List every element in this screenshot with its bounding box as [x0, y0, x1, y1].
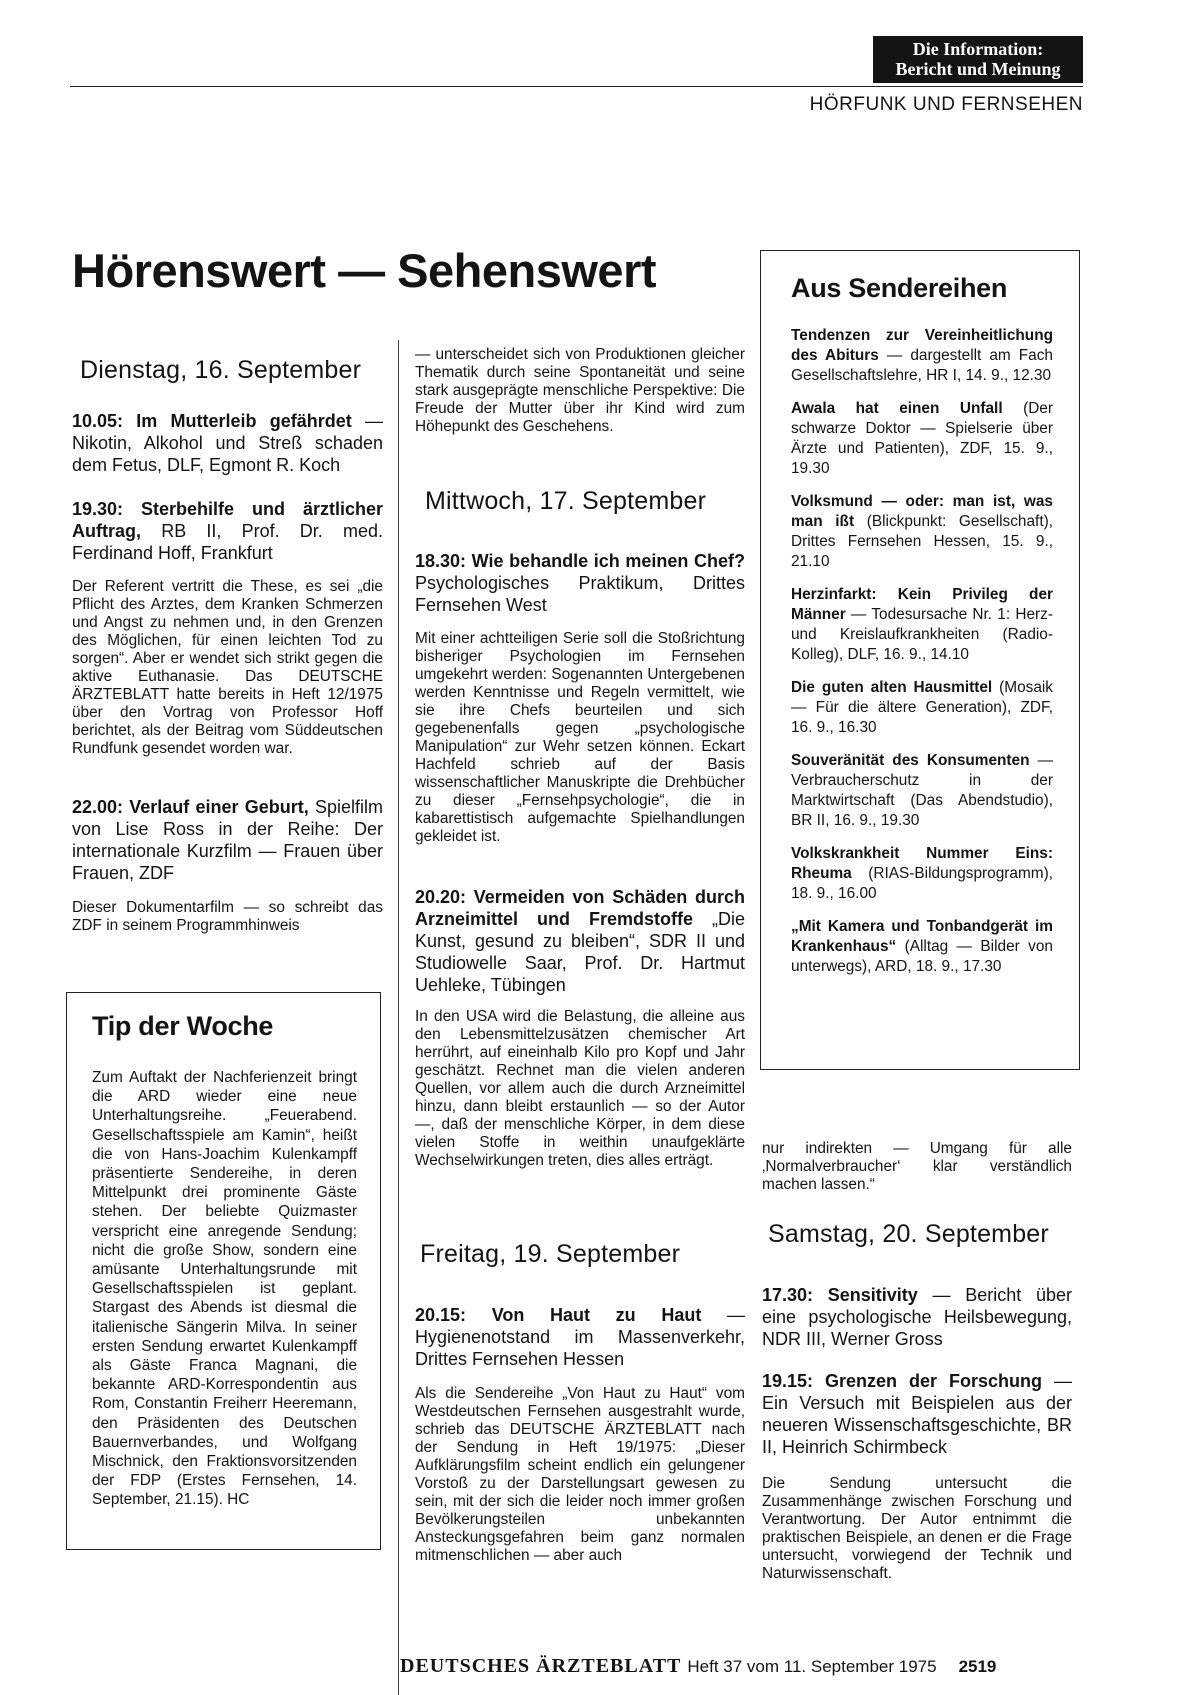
series-item-heading: Tendenzen zur Vereinheitlichung des Abiturs	[791, 327, 1053, 364]
series-item	[791, 326, 1053, 386]
section-label: HÖRFUNK UND FERNSEHEN	[809, 94, 1083, 115]
entry-text: — Ein Versuch mit Beispielen aus der neueren Wissenschaftsgeschichte, BR II, Heinrich Schirmbeck	[762, 1371, 1072, 1457]
day-heading-friday: Freitag, 19. September	[420, 1240, 681, 1268]
entry-text: Spielfilm von Lise Ross in der Reihe: Der internationale Kurzfilm — Frauen über Frauen, ZDF	[72, 797, 383, 883]
series-item-text: — Verbraucherschutz in der Marktwirtschaft (Das Abendstudio), BR II, 16. 9., 19.30	[791, 752, 1054, 829]
series-item-text: (Mosaik — Für die ältere Generation), ZDF, 16. 9., 16.30	[791, 679, 1053, 736]
entry-body: Mit einer achtteiligen Serie soll die Stoßrichtung bisheriger Psychologien im Fernsehen umgekehrt werden: Sogenannten Untergebenen werden Kenntnisse und Regeln vermittelt, wie sie ihre Chefs beurteilen und sich gegebenenfalls gegen „psychologische Manipulation“ zur Wehr setzen können. Eckart Hachfeld schrieb auf der Basis wissenschaftlicher Manuskripte die Drehbücher zu dieser „Fernsehpsychologie“, die in kabarettistisch aufgemachte Spielhandlungen gekleidet ist.	[415, 630, 745, 845]
column-rule	[398, 340, 399, 1695]
series-item-heading: Volkskrankheit Nummer Eins: Rheuma	[791, 845, 1053, 882]
entry-heading: 10.05: Im Mutterleib gefährdet	[72, 411, 352, 431]
series-item	[791, 585, 1053, 665]
series-title: Aus Sendereihen	[791, 273, 1008, 303]
entry-heading: 20.15: Von Haut zu Haut	[415, 1305, 702, 1325]
series-item-heading: Awala hat einen Unfall	[791, 400, 1003, 417]
series-item-heading: Volksmund — oder: man ist, was man ißt	[791, 493, 1053, 530]
section-badge	[873, 36, 1083, 83]
day-heading-tuesday: Dienstag, 16. September	[80, 356, 362, 384]
series-item	[791, 751, 1053, 831]
tip-box	[66, 992, 381, 1550]
page-footer	[400, 1655, 1083, 1678]
badge-line-1: Die Information:	[912, 39, 1044, 59]
issue-info: Heft 37 vom 11. September 1975	[687, 1657, 937, 1676]
entry-body: Der Referent vertritt die These, es sei „die Pflicht des Arztes, dem Kranken Schmerzen und Angst zu nehmen und, in den Grenzen des Möglichen, für einen leichten Tod zu sorgen“. Aber er wendet sich strikt gegen die aktive Euthanasie. Das DEUTSCHE ÄRZTEBLATT hatte bereits in Heft 12/1975 über den Vortrag von Professor Hoff berichtet, als der Beitrag vom Süddeutschen Rundfunk gesendet worden war.	[72, 578, 383, 757]
magazine-name: DEUTSCHES ÄRZTEBLATT	[400, 1655, 682, 1677]
program-entry	[415, 1304, 745, 1370]
tip-body: Zum Auftakt der Nachferienzeit bringt die ARD wieder eine neue Unterhaltungsreihe. „Feuerabend. Gesellschaftsspiele am Kamin“, heißt die von Hans-Joachim Kulenkampff präsentierte Sendereihe, in deren Mittelpunkt drei prominente Gäste stehen. Der beliebte Quizmaster verspricht eine anregende Sendung; nicht die große Show, sondern eine amüsante Unterhaltungsrunde mit Gesellschaftsspielen ist geplant. Stargast des Abends ist diesmal die italienische Sängerin Milva. In seiner ersten Sendung erwartet Kulenkampff als Gäste Franca Magnani, die bekannte ARD-Korrespondentin aus Rom, Constantin Freiherr Heeremann, den Präsidenten des Deutschen Bauernverbandes, und Wolfgang Mischnick, den Fraktionsvorsitzenden der FDP (Erstes Fernsehen, 14. September, 21.15). HC	[92, 1069, 357, 1509]
entry-heading: 22.00: Verlauf einer Geburt,	[72, 797, 309, 817]
entry-body-continued: — unterscheidet sich von Produktionen gleicher Thematik durch seine Spontaneität und seine stark ausgeprägte menschliche Perspektive: Die Freude der Mutter über ihr Kind wird zum Höhepunkt des Geschehens.	[415, 346, 745, 435]
page-title: Hörenswert — Sehenswert	[72, 244, 657, 297]
page-number: 2519	[958, 1657, 997, 1676]
entry-text: RB II, Prof. Dr. med. Ferdinand Hoff, Frankfurt	[72, 521, 383, 563]
entry-text: — Bericht über eine psychologische Heilsbewegung, NDR III, Werner Gross	[762, 1285, 1072, 1349]
series-item-heading: Souveränität des Konsumenten	[791, 752, 1030, 769]
entry-heading: 17.30: Sensitivity	[762, 1285, 918, 1305]
entry-body: Dieser Dokumentarfilm — so schreibt das ZDF in seinem Programmhinweis	[72, 899, 383, 934]
program-entry	[72, 410, 383, 476]
header-rule	[70, 86, 1083, 87]
badge-line-2: Bericht und Meinung	[895, 59, 1061, 79]
series-item	[791, 492, 1053, 572]
day-heading-wednesday: Mittwoch, 17. September	[425, 487, 707, 515]
entry-heading: 18.30: Wie behandle ich meinen Chef?	[415, 551, 745, 571]
program-entry	[762, 1284, 1072, 1350]
entry-body-continued: nur indirekten — Umgang für alle ‚Normalverbraucher‘ klar verständlich machen lassen.“	[762, 1140, 1072, 1193]
series-item-text: — Todesursache Nr. 1: Herz- und Kreislaufkrankheiten (Radio-Kolleg), DLF, 16. 9., 14.10	[791, 606, 1053, 663]
series-item	[791, 917, 1053, 977]
series-item-text: (RIAS-Bildungsprogramm), 18. 9., 16.00	[791, 865, 1053, 902]
entry-heading: 19.30: Sterbehilfe und ärztlicher Auftrag,	[72, 499, 383, 541]
series-item	[791, 844, 1053, 904]
entry-body: Als die Sendereihe „Von Haut zu Haut“ vom Westdeutschen Fernsehen ausgestrahlt wurde, schrieb das DEUTSCHE ÄRZTEBLATT nach der Sendung in Heft 19/1975: „Dieser Aufklärungsfilm scheint endlich ein gelungener Vorstoß zu der Darstellungsart gewesen zu sein, mit der sich die leider noch immer großen Bevölkerungsteilen unbekannten Ansteckungsgefahren beim ganz normalen mitmenschlichen — aber auch	[415, 1385, 745, 1564]
entry-body: Die Sendung untersucht die Zusammenhänge zwischen Forschung und Verantwortung. Der Autor entnimmt die praktischen Beispiele, an denen er die Frage untersucht, vorwiegend der Technik und Naturwissenschaft.	[762, 1475, 1072, 1582]
entry-text: „Die Kunst, gesund zu bleiben“, SDR II und Studiowelle Saar, Prof. Dr. Hartmut Uehleke, Tübingen	[415, 909, 745, 995]
series-item	[791, 399, 1053, 479]
series-item-heading: „Mit Kamera und Tonbandgerät im Krankenhaus“	[791, 918, 1053, 955]
series-item-heading: Die guten alten Hausmittel	[791, 679, 993, 696]
series-item-text: (Alltag — Bilder von unterwegs), ARD, 18. 9., 17.30	[791, 938, 1053, 975]
series-item-text: (Der schwarze Doktor — Spielserie über Ärzte und Patienten), ZDF, 15. 9., 19.30	[791, 400, 1053, 477]
series-box	[760, 250, 1080, 1070]
program-entry	[415, 550, 745, 616]
series-item	[791, 678, 1053, 738]
program-entry	[72, 498, 383, 564]
series-list	[791, 326, 1053, 977]
program-entry	[762, 1370, 1072, 1458]
entry-heading: 20.20: Vermeiden von Schäden durch Arzneimittel und Fremdstoffe	[415, 887, 745, 929]
day-heading-saturday: Samstag, 20. September	[768, 1220, 1049, 1248]
tip-title: Tip der Woche	[92, 1011, 274, 1041]
entry-text: — Nikotin, Alkohol und Streß schaden dem Fetus, DLF, Egmont R. Koch	[72, 411, 383, 475]
entry-text: Psychologisches Praktikum, Drittes Fernsehen West	[415, 573, 745, 615]
program-entry	[415, 886, 745, 996]
program-entry	[72, 796, 383, 884]
entry-text: — Hygienenotstand im Massenverkehr, Drittes Fernsehen Hessen	[415, 1305, 745, 1369]
series-item-heading: Herzinfarkt: Kein Privileg der Männer	[791, 586, 1053, 623]
entry-heading: 19.15: Grenzen der Forschung	[762, 1371, 1042, 1391]
entry-body: In den USA wird die Belastung, die alleine aus den Lebensmittelzusätzen chemischer Art herrührt, auf eineinhalb Kilo pro Kopf und Jahr geschätzt. Rechnet man die vielen anderen Quellen, vor allem auch die durch Arzneimittel hinzu, dann bleibt erstaunlich — so der Autor —, daß der menschliche Körper, in dem diese vielen Stoffe in weithin unaufgeklärte Wechselwirkungen treten, dies alles erträgt.	[415, 1008, 745, 1169]
series-item-text: — dargestellt am Fach Gesellschaftslehre, HR I, 14. 9., 12.30	[791, 347, 1053, 384]
series-item-text: (Blickpunkt: Gesellschaft), Drittes Fernsehen Hessen, 15. 9., 21.10	[791, 513, 1053, 570]
